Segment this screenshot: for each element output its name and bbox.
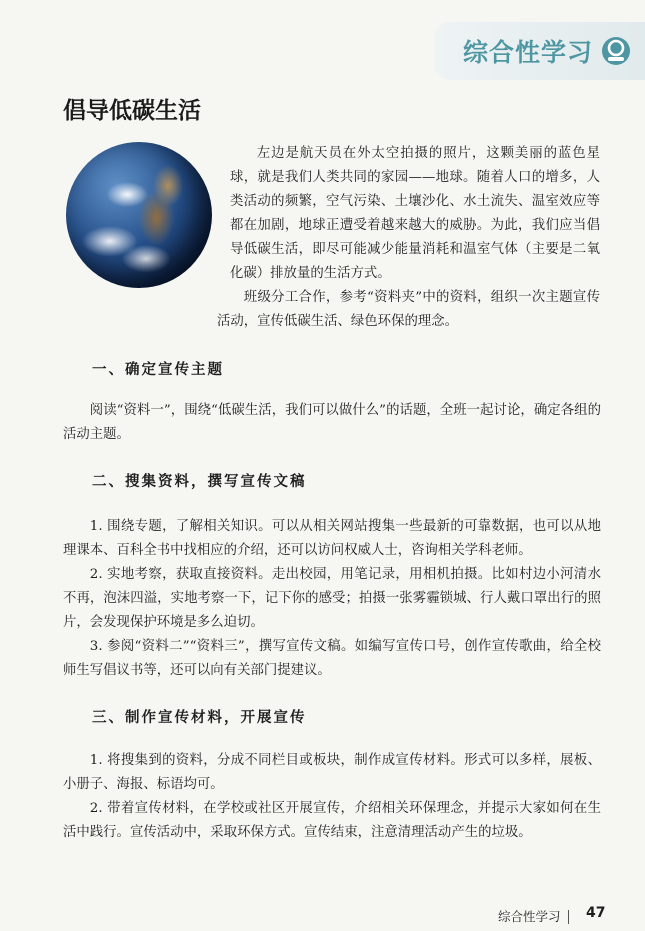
section-heading-1: 一、确定宣传主题 [92,361,224,378]
section-header-title: 综合性学习 [462,38,593,67]
section-heading-3: 三、制作宣传材料，开展宣传 [92,709,307,726]
section-header-tab [435,22,645,80]
section-1-paragraph-1: 阅读“资料一”，围绕“低碳生活，我们可以做什么”的话题，全班一起讨论，确定各组的活动主题。 [63,403,601,442]
section-3-paragraph-1: 1. 将搜集到的资料，分成不同栏目或板块，制作成宣传材料。形式可以多样，展板、小册子、海报、标语均可。 [63,753,601,792]
footer-section-label: 综合性学习 [498,909,561,924]
section-2-paragraph-2: 2. 实地考察，获取直接资料。走出校园，用笔记录，用相机拍摄。比如村边小河清水不再，泡沫四溢，实地考察一下，记下你的感受；拍摄一张雾霾锁城、行人戴口罩出行的照片，会发现保护环境是多么迫切。 [63,567,601,630]
section-2-paragraph-3: 3. 参阅“资料二”“资料三”，撰写宣传文稿。如编写宣传口号，创作宣传歌曲，给全校师生写倡议书等，还可以向有关部门提建议。 [63,639,601,678]
person-icon [601,36,631,66]
section-heading-2: 二、搜集资料，撰写宣传文稿 [92,473,307,490]
intro-paragraph-2: 班级分工合作，参考“资料夹”中的资料，组织一次主题宣传活动，宣传低碳生活、绿色环保的理念。 [217,290,600,329]
footer-divider [568,910,569,924]
section-3-paragraph-2: 2. 带着宣传材料，在学校或社区开展宣传，介绍相关环保理念，并提示大家如何在生活中践行。宣传活动中，采取环保方式。宣传结束，注意清理活动产生的垃圾。 [63,801,601,840]
section-2-paragraph-1: 1. 围绕专题，了解相关知识。可以从相关网站搜集一些最新的可靠数据，也可以从地理课本、百科全书中找相应的介绍，还可以访问权威人士，咨询相关学科老师。 [63,519,601,558]
page-number: 47 [586,905,606,921]
intro-paragraph-1: 左边是航天员在外太空拍摄的照片，这颗美丽的蓝色星球，就是我们人类共同的家园——地球。随着人口的增多，人类活动的频繁，空气污染、土壤沙化、水土流失、温室效应等都在加剧，地球正遭受着越来越大的威胁。为此，我们应当倡导低碳生活，即尽可能减少能量消耗和温室气体（主要是二氧化碳）排放量的生活方式。 [230,146,600,281]
earth-photo [66,142,212,288]
page-title: 倡导低碳生活 [63,98,201,124]
